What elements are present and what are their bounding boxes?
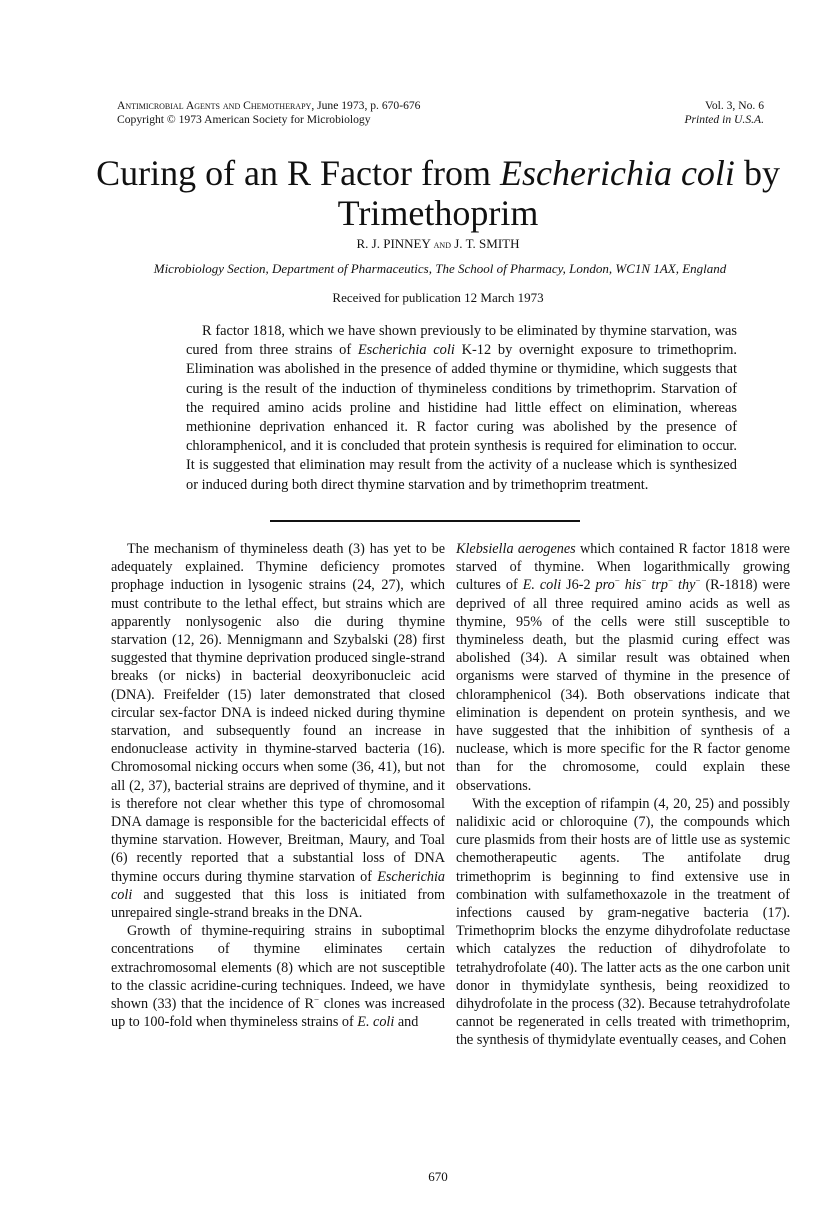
species-name: Klebsiella aerogenes bbox=[456, 541, 576, 557]
received-date: Received for publication 12 March 1973 bbox=[332, 290, 544, 305]
page-number: 670 bbox=[428, 1169, 448, 1184]
paragraph-text: clones was increased up to 100-fold when thymineless strains of bbox=[111, 996, 445, 1031]
title-species: Escherichia coli bbox=[500, 153, 735, 193]
body-column-right bbox=[456, 540, 790, 1050]
paragraph-text: and suggested that this loss is initiated from unrepaired single-strand breaks in the DNA. bbox=[111, 886, 445, 922]
superscript: − bbox=[314, 994, 320, 1005]
paragraph-text: Growth of thymine-requiring strains in suboptimal concentrations of thymine eliminates certain extrachromosomal elements (8) which are not susceptible to the classic acridine-curing techniques. Indeed, we have shown (33) that the incidence of R bbox=[111, 923, 445, 1013]
strain-name: J6-2 bbox=[561, 577, 596, 594]
title-part: by Trimethoprim bbox=[337, 153, 780, 233]
species-name: E. coli bbox=[357, 1014, 395, 1031]
genotype: pro bbox=[595, 577, 615, 594]
paragraph-text: which contained R factor 1818 were starved of thymine. When logarithmically growing cultures of bbox=[456, 541, 790, 594]
superscript: − bbox=[695, 575, 701, 586]
journal-name: Antimicrobial Agents and Chemotherapy bbox=[117, 99, 312, 112]
abstract-text: K-12 by overnight exposure to trimethoprim. Elimination was abolished in the presence of added thymine or thymidine, which suggests that curing is the result of the induction of thymineless conditions by trimethoprim. Starvation of the required amino acids proline and histidine had little effect on elimination, whereas methionine deprivation enhanced it. R factor curing was abolished by the presence of chloramphenicol, and it is concluded that protein synthesis is required for elimination to occur. It is suggested that elimination may result from the activity of a nuclease which is synthesized or induced during both direct thymine starvation and by trimethoprim treatment. bbox=[186, 342, 737, 493]
superscript: − bbox=[641, 575, 647, 586]
authors bbox=[60, 236, 816, 252]
running-header-right bbox=[684, 99, 764, 127]
abstract bbox=[186, 322, 737, 495]
abstract-text: R factor 1818, which we have shown previously to be eliminated by thymine starvation, was cured from three strains of bbox=[186, 323, 737, 359]
author-conjunction: and bbox=[433, 239, 451, 251]
superscript: − bbox=[614, 575, 620, 586]
volume: Vol. 3, No. 6 bbox=[704, 99, 764, 112]
affiliation: Microbiology Section, Department of Pharmaceutics, The School of Pharmacy, London, WC1N 1AX, England bbox=[153, 261, 727, 276]
species-name: E. coli bbox=[522, 577, 562, 594]
genotype: trp bbox=[651, 577, 668, 594]
paragraph bbox=[111, 540, 445, 922]
author: R. J. PINNEY bbox=[356, 236, 431, 251]
genotype: thy bbox=[678, 577, 696, 594]
divider-rule bbox=[270, 520, 580, 522]
title-part: Curing of an R Factor from bbox=[96, 153, 500, 193]
species-name: Escherichia coli bbox=[111, 868, 445, 903]
paragraph-text: (R-1818) were deprived of all three required amino acids as well as thymine, 95% of the cells were still susceptible to thymineless death, but the plasmid curing effect was abolished (34). A similar result was obtained when organisms were starved of thymine in the presence of chloramphenicol (34). Both observations indicate that elimination is dependent on protein synthesis, and we have suggested that the inhibition of synthesis of a nuclease, which is more specific for the R factor genome than for the chromosome, could explain these observations. bbox=[456, 577, 791, 794]
running-header-left bbox=[117, 99, 420, 127]
paragraph: With the exception of rifampin (4, 20, 25) and possibly nalidixic acid or chloroquine (7), the compounds which cure plasmids from their hosts are of little use as systemic chemotherapeutic agents. The antifolate drug trimethoprim is beginning to find extensive use in combination with sulfamethoxazole in the treatment of infections caused by gram-negative bacteria (17). Trimethoprim blocks the enzyme dihydrofolate reductase which catalyzes the reduction of dihydrofolate to tetrahydrofolate (40). The latter acts as the one carbon unit donor in thymidylate synthesis, being reoxidized to dihydrofolate in the process (32). Because tetrahydrofolate cannot be regenerated in cells treated with trimethoprim, the synthesis of thymidylate eventually ceases, and Cohen bbox=[456, 795, 790, 1049]
paragraph bbox=[111, 922, 445, 1031]
paragraph bbox=[456, 540, 790, 795]
printed-in: Printed in U.S.A. bbox=[684, 113, 764, 126]
superscript: − bbox=[667, 575, 674, 586]
author: J. T. SMITH bbox=[454, 236, 520, 251]
citation: , June 1973, p. 670-676 bbox=[311, 99, 421, 112]
abstract-species: Escherichia coli bbox=[357, 342, 455, 359]
paragraph-text: and bbox=[394, 1014, 419, 1031]
genotype: his bbox=[624, 577, 642, 594]
paragraph-text: The mechanism of thymineless death (3) has yet to be adequately explained. Thymine deficiency promotes prophage induction in lysogenic strains (24, 27), which must contribute to the lethal effect, but strains which are apparently nonlysogenic also die during thymine starvation (12, 26). Mennigmann and Szybalski (28) first suggested that thymine deprivation produced single-strand breaks (or nicks) in bacterial deoxyribonucleic acid (DNA). Freifelder (15) later demonstrated that closed circular sex-factor DNA is indeed nicked during thymine starvation, and subsequently found an increase in endonuclease activity in thymine-starved bacteria (16). Chromosomal nicking occurs when some (36, 41), but not all (2, 37), bacterial strains are deprived of thymine, and it is therefore not clear whether this type of chromosomal DNA damage is responsible for the bactericidal effects of thymine starvation. However, Breitman, Maury, and Toal (6) recently reported that a substantial loss of DNA thymine occurs during thymine starvation of bbox=[111, 541, 445, 885]
body-column-left bbox=[111, 540, 445, 1031]
article-title bbox=[60, 153, 816, 233]
copyright: Copyright © 1973 American Society for Microbiology bbox=[117, 113, 371, 126]
